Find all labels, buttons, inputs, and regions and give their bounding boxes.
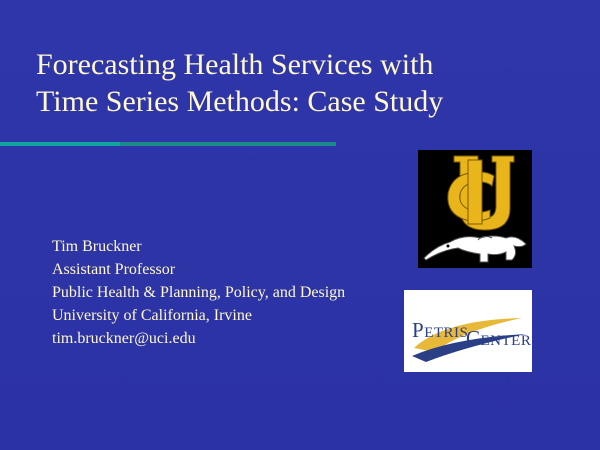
slide-title (36, 46, 576, 120)
slide-title-line-1: Forecasting Health Services with (36, 48, 434, 81)
presenter-position: Assistant Professor (52, 261, 176, 278)
petris-wordmark: PETRIS (412, 318, 469, 342)
title-underline (0, 142, 336, 146)
uci-logo (418, 150, 532, 268)
presenter-university: University of California, Irvine (52, 307, 252, 324)
uci-anteater-icon (418, 150, 532, 268)
presenter-name: Tim Bruckner (52, 238, 142, 255)
presenter-info (52, 236, 352, 350)
center-wordmark: CENTER (466, 326, 532, 350)
slide-title-line-2: Time Series Methods: Case Study (36, 85, 444, 118)
petris-center-logo (404, 290, 532, 372)
presenter-email: tim.bruckner@uci.edu (52, 330, 196, 347)
presenter-department: Public Health & Planning, Policy, and Design (52, 284, 346, 301)
